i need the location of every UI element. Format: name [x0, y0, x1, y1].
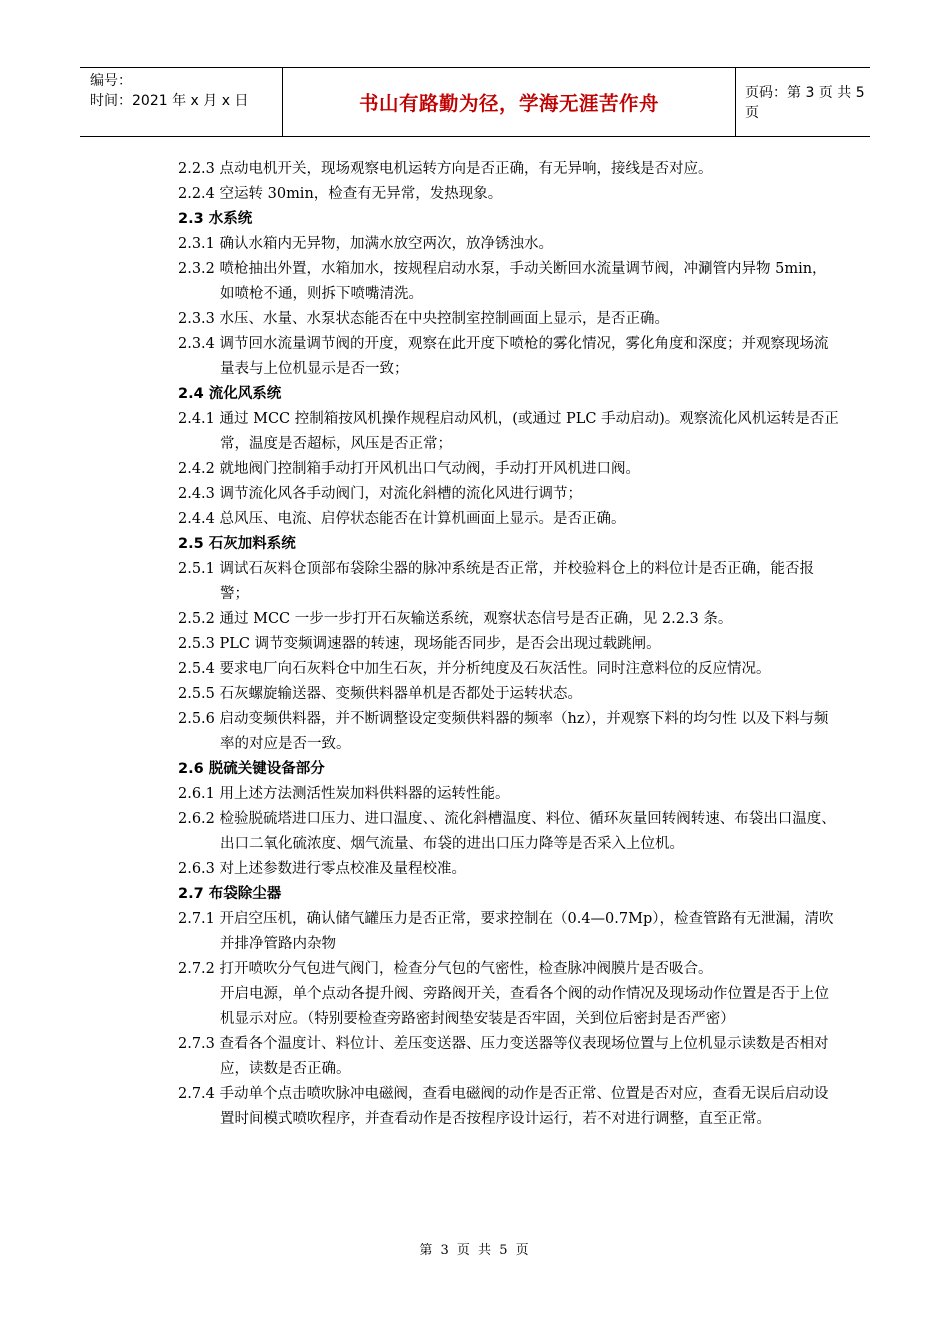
section-heading: 2.6 脱硫关键设备部分 [178, 761, 325, 777]
section-heading: 2.5 石灰加料系统 [178, 536, 296, 552]
paragraph: 2.6.3 对上述参数进行零点校准及量程校准。 [178, 861, 467, 877]
header-motto: 书山有路勤为径，学海无涯苦作舟 [283, 68, 736, 136]
paragraph: 2.4.2 就地阀门控制箱手动打开风机出口气动阀，手动打开风机进口阀。 [178, 461, 641, 477]
section-heading: 2.3 水系统 [178, 211, 253, 227]
page-footer: 第 3 页 共 5 页 [419, 1243, 531, 1258]
document-body [170, 157, 840, 1132]
paragraph: 2.4.4 总风压、电流、启停状态能否在计算机画面上显示。是否正确。 [178, 511, 626, 527]
page-header [80, 67, 870, 137]
paragraph: 2.5.1 调试石灰料仓顶部布袋除尘器的脉冲系统是否正常，并校验料仓上的料位计是否正确，能否报警； [178, 561, 814, 602]
paragraph: 2.3.4 调节回水流量调节阀的开度，观察在此开度下喷枪的雾化情况，雾化角度和深度；并观察现场流量表与上位机显示是否一致； [178, 336, 829, 377]
paragraph: 2.7.4 手动单个点击喷吹脉冲电磁阀，查看电磁阀的动作是否正常、位置是否对应，查看无误后启动设置时间模式喷吹程序，并查看动作是否按程序设计运行，若不对进行调整，直至正常。 [178, 1086, 829, 1127]
paragraph: 2.6.2 检验脱硫塔进口压力、进口温度、、流化斜槽温度、料位、循环灰量回转阀转速、布袋出口温度、出口二氧化硫浓度、烟气流量、布袋的进出口压力降等是否采入上位机。 [178, 811, 836, 852]
paragraph: 2.2.4 空运转 30min，检查有无异常，发热现象。 [178, 186, 503, 202]
document-date: 时间：2021 年 x 月 x 日 [90, 93, 249, 109]
paragraph: 2.5.4 要求电厂向石灰料仓中加生石灰，并分析纯度及石灰活性。同时注意料位的反应情况。 [178, 661, 771, 677]
paragraph: 2.4.1 通过 MCC 控制箱按风机操作规程启动风机，(或通过 PLC 手动启动)。观察流化风机运转是否正常，温度是否超标，风压是否正常； [178, 411, 839, 452]
paragraph: 2.4.3 调节流化风各手动阀门，对流化斜槽的流化风进行调节； [178, 486, 583, 502]
paragraph: 2.5.6 启动变频供料器，并不断调整设定变频供料器的频率（hz），并观察下料的均匀性 以及下料与频率的对应是否一致。 [178, 711, 829, 752]
paragraph: 2.7.3 查看各个温度计、料位计、差压变送器、压力变送器等仪表现场位置与上位机显示读数是否相对应，读数是否正确。 [178, 1036, 829, 1077]
section-heading: 2.4 流化风系统 [178, 386, 282, 402]
paragraph: 2.7.2 打开喷吹分气包进气阀门，检查分气包的气密性，检查脉冲阀膜片是否吸合。 [178, 961, 713, 977]
section-heading: 2.7 布袋除尘器 [178, 886, 282, 902]
header-meta [80, 68, 283, 136]
paragraph: 2.7.1 开启空压机，确认储气罐压力是否正常，要求控制在（0.4—0.7Mp），检查管路有无泄漏，清吹并排净管路内杂物 [178, 911, 834, 952]
document-number-label: 编号： [90, 73, 132, 89]
paragraph: 开启电源，单个点动各提升阀、旁路阀开关，查看各个阀的动作情况及现场动作位置是否于上位机显示对应。（特别要检查旁路密封阀垫安装是否牢固，关到位后密封是否严密） [220, 986, 829, 1027]
header-page-info: 页码：第 3 页 共 5 页 [745, 85, 865, 121]
paragraph: 2.2.3 点动电机开关，现场观察电机运转方向是否正确，有无异响，接线是否对应。 [178, 161, 713, 177]
paragraph: 2.5.2 通过 MCC 一步一步打开石灰输送系统，观察状态信号是否正确，见 2.2.3 条。 [178, 611, 733, 627]
paragraph: 2.5.3 PLC 调节变频调速器的转速，现场能否同步，是否会出现过载跳闸。 [178, 636, 661, 652]
paragraph: 2.5.5 石灰螺旋输送器、变频供料器单机是否都处于运转状态。 [178, 686, 583, 702]
paragraph: 2.3.2 喷枪抽出外置，水箱加水，按规程启动水泵，手动关断回水流量调节阀，冲涮管内异物 5min，如喷枪不通，则拆下喷嘴清洗。 [178, 261, 827, 302]
paragraph: 2.6.1 用上述方法测活性炭加料供料器的运转性能。 [178, 786, 510, 802]
paragraph: 2.3.3 水压、水量、水泵状态能否在中央控制室控制画面上显示，是否正确。 [178, 311, 670, 327]
paragraph: 2.3.1 确认水箱内无异物，加满水放空两次，放净锈浊水。 [178, 236, 554, 252]
